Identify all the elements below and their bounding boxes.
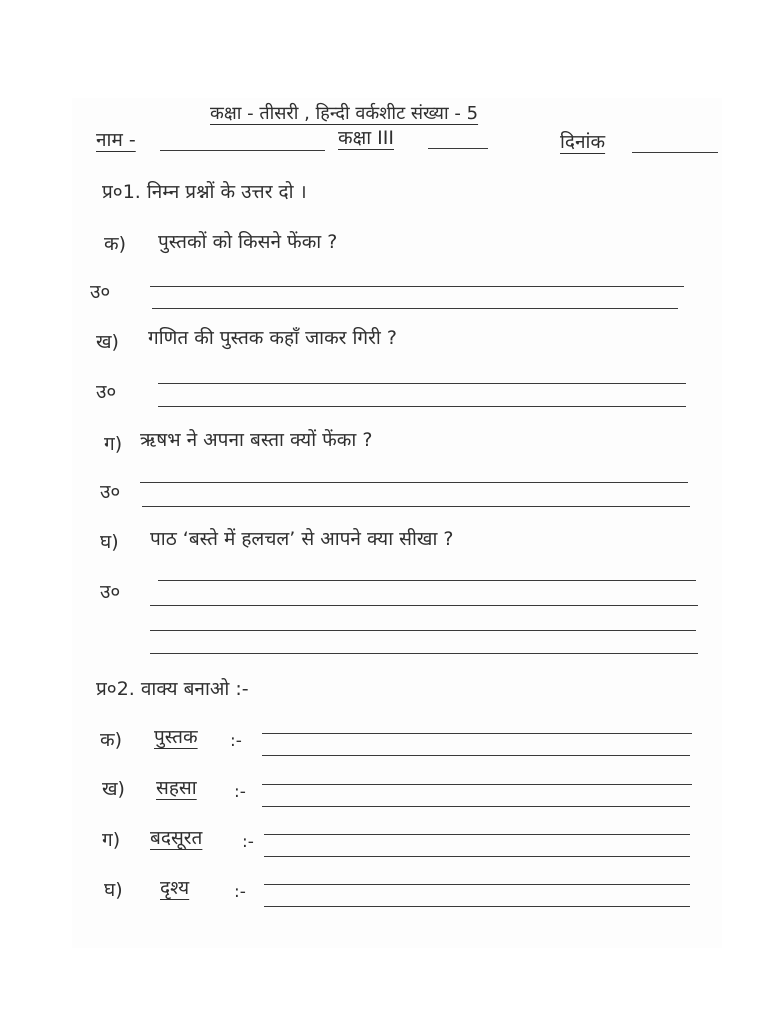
q1-item-question: पाठ ‘बस्ते में हलचल’ से आपने क्या सीखा ? bbox=[150, 528, 454, 550]
class-field-line bbox=[428, 148, 488, 149]
name-label: नाम - bbox=[96, 129, 136, 151]
q2-separator: :- bbox=[242, 832, 254, 852]
q2-separator: :- bbox=[234, 882, 246, 902]
q1-item-label: ख) bbox=[96, 331, 119, 353]
q2-item-label: ग) bbox=[102, 829, 121, 851]
date-field-line bbox=[632, 152, 718, 153]
q1-item-question: ऋषभ ने अपना बस्ता क्यों फेंका ? bbox=[140, 429, 373, 451]
answer-line bbox=[264, 906, 690, 907]
answer-line bbox=[264, 834, 690, 835]
answer-label: उ० bbox=[100, 481, 121, 503]
answer-line bbox=[158, 580, 696, 581]
q2-item-label: ख) bbox=[102, 778, 125, 800]
q2-separator: :- bbox=[234, 782, 246, 802]
q1-heading: प्र०1. निम्न प्रश्नों के उत्तर दो । bbox=[102, 181, 307, 203]
class-label: कक्षा III bbox=[338, 127, 394, 149]
answer-line bbox=[262, 733, 692, 734]
answer-line bbox=[140, 482, 688, 483]
q2-separator: :- bbox=[230, 731, 242, 751]
q2-word: सहसा bbox=[156, 777, 197, 799]
answer-line bbox=[262, 806, 690, 807]
worksheet-title: कक्षा - तीसरी , हिन्दी वर्कशीट संख्या - 5 bbox=[210, 103, 479, 124]
q1-item-label: घ) bbox=[100, 531, 119, 553]
answer-line bbox=[262, 784, 692, 785]
answer-line bbox=[158, 406, 686, 407]
q1-item-label: क) bbox=[104, 233, 127, 255]
q1-item-question: पुस्तकों को किसने फेंका ? bbox=[158, 231, 338, 253]
q2-item-label: क) bbox=[100, 729, 123, 751]
q2-item-label: घ) bbox=[104, 879, 123, 901]
answer-line bbox=[150, 286, 684, 287]
answer-line bbox=[142, 506, 690, 507]
worksheet-page bbox=[72, 98, 722, 948]
answer-line bbox=[264, 856, 690, 857]
name-field-line bbox=[160, 150, 325, 151]
answer-line bbox=[264, 884, 690, 885]
q1-item-label: ग) bbox=[104, 433, 123, 455]
answer-label: उ० bbox=[96, 381, 117, 403]
answer-line bbox=[158, 383, 686, 384]
answer-line bbox=[150, 653, 698, 654]
date-label: दिनांक bbox=[560, 131, 606, 153]
answer-line bbox=[262, 755, 690, 756]
q2-word: पुस्तक bbox=[154, 726, 198, 748]
q2-word: बदसूरत bbox=[150, 827, 203, 849]
q2-heading: प्र०2. वाक्य बनाओ :- bbox=[96, 678, 249, 700]
answer-label: उ० bbox=[90, 281, 111, 303]
answer-line bbox=[150, 630, 696, 631]
q1-item-question: गणित की पुस्तक कहाँ जाकर गिरी ? bbox=[148, 327, 397, 349]
answer-label: उ० bbox=[100, 581, 121, 603]
answer-line bbox=[152, 308, 678, 309]
q2-word: दृश्य bbox=[160, 877, 190, 899]
answer-line bbox=[150, 605, 698, 606]
